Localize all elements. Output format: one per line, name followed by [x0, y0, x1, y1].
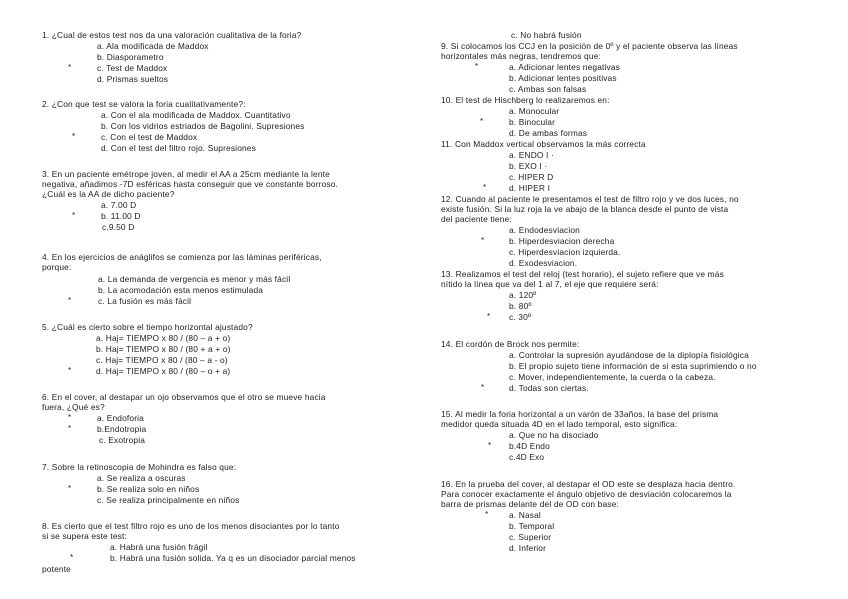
answer-option: a. Se realiza a oscuras [97, 473, 186, 483]
answer-option: b. Temporal [509, 521, 555, 531]
question-text: 4. En los ejercicios de anáglifos se comienza por las láminas periféricas, [42, 252, 322, 262]
question-text: 2. ¿Con que test se valora la foria cualitativamente?: [42, 99, 246, 109]
answer-option: a. Monocular [509, 106, 560, 116]
answer-option: potente [42, 564, 71, 574]
answer-option: ¿Cuál es la AA de dicho paciente? [42, 189, 175, 199]
answer-option: b. Hiperdesviacion derecha [509, 236, 615, 246]
answer-option: c. Haj= TIEMPO x 80 / (80 – a - o) [96, 355, 228, 365]
correct-answer-mark: * [68, 484, 72, 493]
answer-option: si se supera este test: [42, 531, 127, 541]
correct-answer-mark: * [475, 62, 479, 71]
answer-option: d. Haj= TIEMPO x 80 / (80 – o + a) [96, 366, 231, 376]
correct-answer-mark: * [72, 211, 76, 220]
answer-option: c. Hiperdesviacion izquierda. [509, 247, 621, 257]
answer-option: c. La fusión es más fácil [98, 296, 192, 306]
answer-option: a. La demanda de vergencia es menor y más fácil [98, 274, 291, 284]
answer-option: a. Adicionar lentes negativas [509, 62, 620, 72]
answer-option: barra de prismas delante del de OD con base: [441, 499, 619, 509]
correct-answer-mark: * [70, 553, 74, 562]
correct-answer-mark: * [481, 236, 485, 245]
question-text: 10. El test de Hischberg lo realizaremos en: [441, 95, 610, 105]
correct-answer-mark: * [480, 117, 484, 126]
answer-option: b. EXO I · [509, 161, 548, 171]
answer-option: a. Que no ha disociado [509, 430, 599, 440]
answer-option: c. Se realiza principalmente en niños [97, 495, 240, 505]
question-text: 16. En la prueba del cover, al destapar el OD este se desplaza hacia dentro. [441, 479, 736, 489]
answer-option: horizontales más negras, tendremos que: [441, 51, 601, 61]
answer-option: a. Endodesviacion [509, 225, 580, 235]
correct-answer-mark: * [483, 183, 487, 192]
answer-option: b.4D Endo [509, 441, 550, 451]
answer-option: nítido la línea que va del 1 al 7, el eje que requiere será: [441, 279, 659, 289]
question-text: 7. Sobre la retinoscopia de Mohindra es falso que: [42, 462, 237, 472]
answer-option: b. 80º [509, 301, 532, 311]
answer-option: b. Se realiza solo en niños [97, 484, 200, 494]
answer-option: b. Con los vidrios estriados de Bagolini. Supresiones [101, 121, 305, 131]
answer-option: del paciente tiene: [441, 214, 512, 224]
correct-answer-mark: * [68, 413, 72, 422]
answer-option: d. Todas son ciertas. [509, 383, 589, 393]
question-text: 12. Cuando al paciente le presentamos el test de filtro rojo y ve dos luces, no [441, 194, 739, 204]
answer-option: d. De ambas formas [509, 128, 588, 138]
answer-option: a. Con el ala modificada de Maddox. Cuantitativo [101, 110, 291, 120]
answer-option: medidor queda situada 4D en el lado temporal, esto significa: [441, 419, 678, 429]
answer-option: b. La acomodación esta menos estimulada [98, 285, 264, 295]
answer-option: c. Superior [509, 532, 552, 542]
answer-option: c. Con el test de Maddox [101, 132, 198, 142]
answer-option: a. 120º [509, 290, 537, 300]
answer-option: b. El propio sujeto tiene información de si esta suprimiendo o no [509, 361, 757, 371]
answer-option: c. HIPER D [509, 172, 554, 182]
question-text: 11. Con Maddox vertical observamos la más correcta [441, 139, 646, 149]
answer-option: c. 30º [509, 312, 532, 322]
question-text: 15. Al medir la foria horizontal a un varón de 33años, la base del prisma [441, 409, 719, 419]
answer-option: b. Adicionar lentes positivas [509, 73, 617, 83]
answer-option: a. ENDO I · [509, 150, 554, 160]
answer-option: b. 11.00 D [101, 211, 141, 221]
answer-option: d. HIPER I [509, 183, 551, 193]
answer-option: c. Test de Maddox [97, 63, 168, 73]
question-text: 13. Realizamos el test del reloj (test horario), el sujeto refiere que ve más [441, 269, 724, 279]
question-text: 8. Es cierto que el test filtro rojo es uno de los menos disociantes por lo tanto [42, 521, 340, 531]
answer-option: a. Controlar la supresión ayudándose de la diplopía fisiológica [509, 350, 749, 360]
question-text: 1. ¿Cual de estos test nos da una valoración cualitativa de la foria? [42, 30, 302, 40]
correct-answer-mark: * [68, 424, 72, 433]
answer-option: d. Con el test del filtro rojo. Supresiones [101, 143, 256, 153]
answer-option: b. Haj= TIEMPO x 80 / (80 + a + o) [96, 344, 231, 354]
answer-option: existe fusión. Si la luz roja la ve abajo de la blanca desde el punto de vista [441, 204, 729, 214]
answer-option: porque: [42, 262, 72, 272]
correct-answer-mark: * [485, 510, 489, 519]
question-text: 5. ¿Cuál es cierto sobre el tiempo horizontal ajustado? [42, 322, 253, 332]
answer-option: Para conocer exactamente el ángulo objetivo de desviación colocaremos la [441, 489, 732, 499]
question-text: 3. En un paciente emétrope joven, al medir el AA a 25cm mediante la lente [42, 169, 330, 179]
answer-option: d. Prismas sueltos [97, 74, 169, 84]
answer-option: a. Ala modificada de Maddox [97, 41, 209, 51]
answer-option: negativa, añadimos -7D esféricas hasta conseguir que ve constante borroso. [42, 179, 339, 189]
question-text: 14. El cordón de Brock nos permite: [441, 339, 580, 349]
answer-option: c.9.50 D [102, 222, 135, 232]
correct-answer-mark: * [68, 366, 72, 375]
answer-option: b.Endotropia [97, 424, 147, 434]
question-text: 9. Si colocamos los CCJ en la posición de 0º y el paciente observa las líneas [441, 41, 738, 51]
answer-option: b. Habrá una fusión solida. Ya q es un disociador parcial menos [110, 553, 356, 563]
correct-answer-mark: * [488, 441, 492, 450]
correct-answer-mark: * [481, 383, 485, 392]
answer-option: d. Inferior [509, 543, 547, 553]
answer-option: c. Ambas son falsas [509, 84, 587, 94]
correct-answer-mark: * [68, 63, 72, 72]
answer-option: c. Exotropia [99, 435, 146, 445]
answer-option: c.4D Exo [509, 452, 545, 462]
answer-option: a. Haj= TIEMPO x 80 / (80 – a + o) [96, 333, 231, 343]
answer-option: b. Binocular [509, 117, 556, 127]
question-text: 6. En el cover, al destapar un ojo observamos que el otro se mueve hacia [42, 392, 326, 402]
answer-option: c. No habrá fusión [511, 30, 582, 40]
answer-option: a. Habrá una fusión frágil [110, 542, 208, 552]
answer-option: c. Mover, independientemente, la cuerda o la cabeza. [509, 372, 716, 382]
answer-option: b. Diasporametro [97, 52, 164, 62]
answer-option: d. Exodesviacion. [509, 258, 578, 268]
answer-option: a. 7.00 D [101, 200, 137, 210]
correct-answer-mark: * [72, 132, 76, 141]
answer-option: a. Nasal [509, 510, 541, 520]
answer-option: fuera, ¿Qué es? [42, 402, 105, 412]
correct-answer-mark: * [487, 312, 491, 321]
answer-option: a. Endoforia [97, 413, 144, 423]
correct-answer-mark: * [68, 296, 72, 305]
